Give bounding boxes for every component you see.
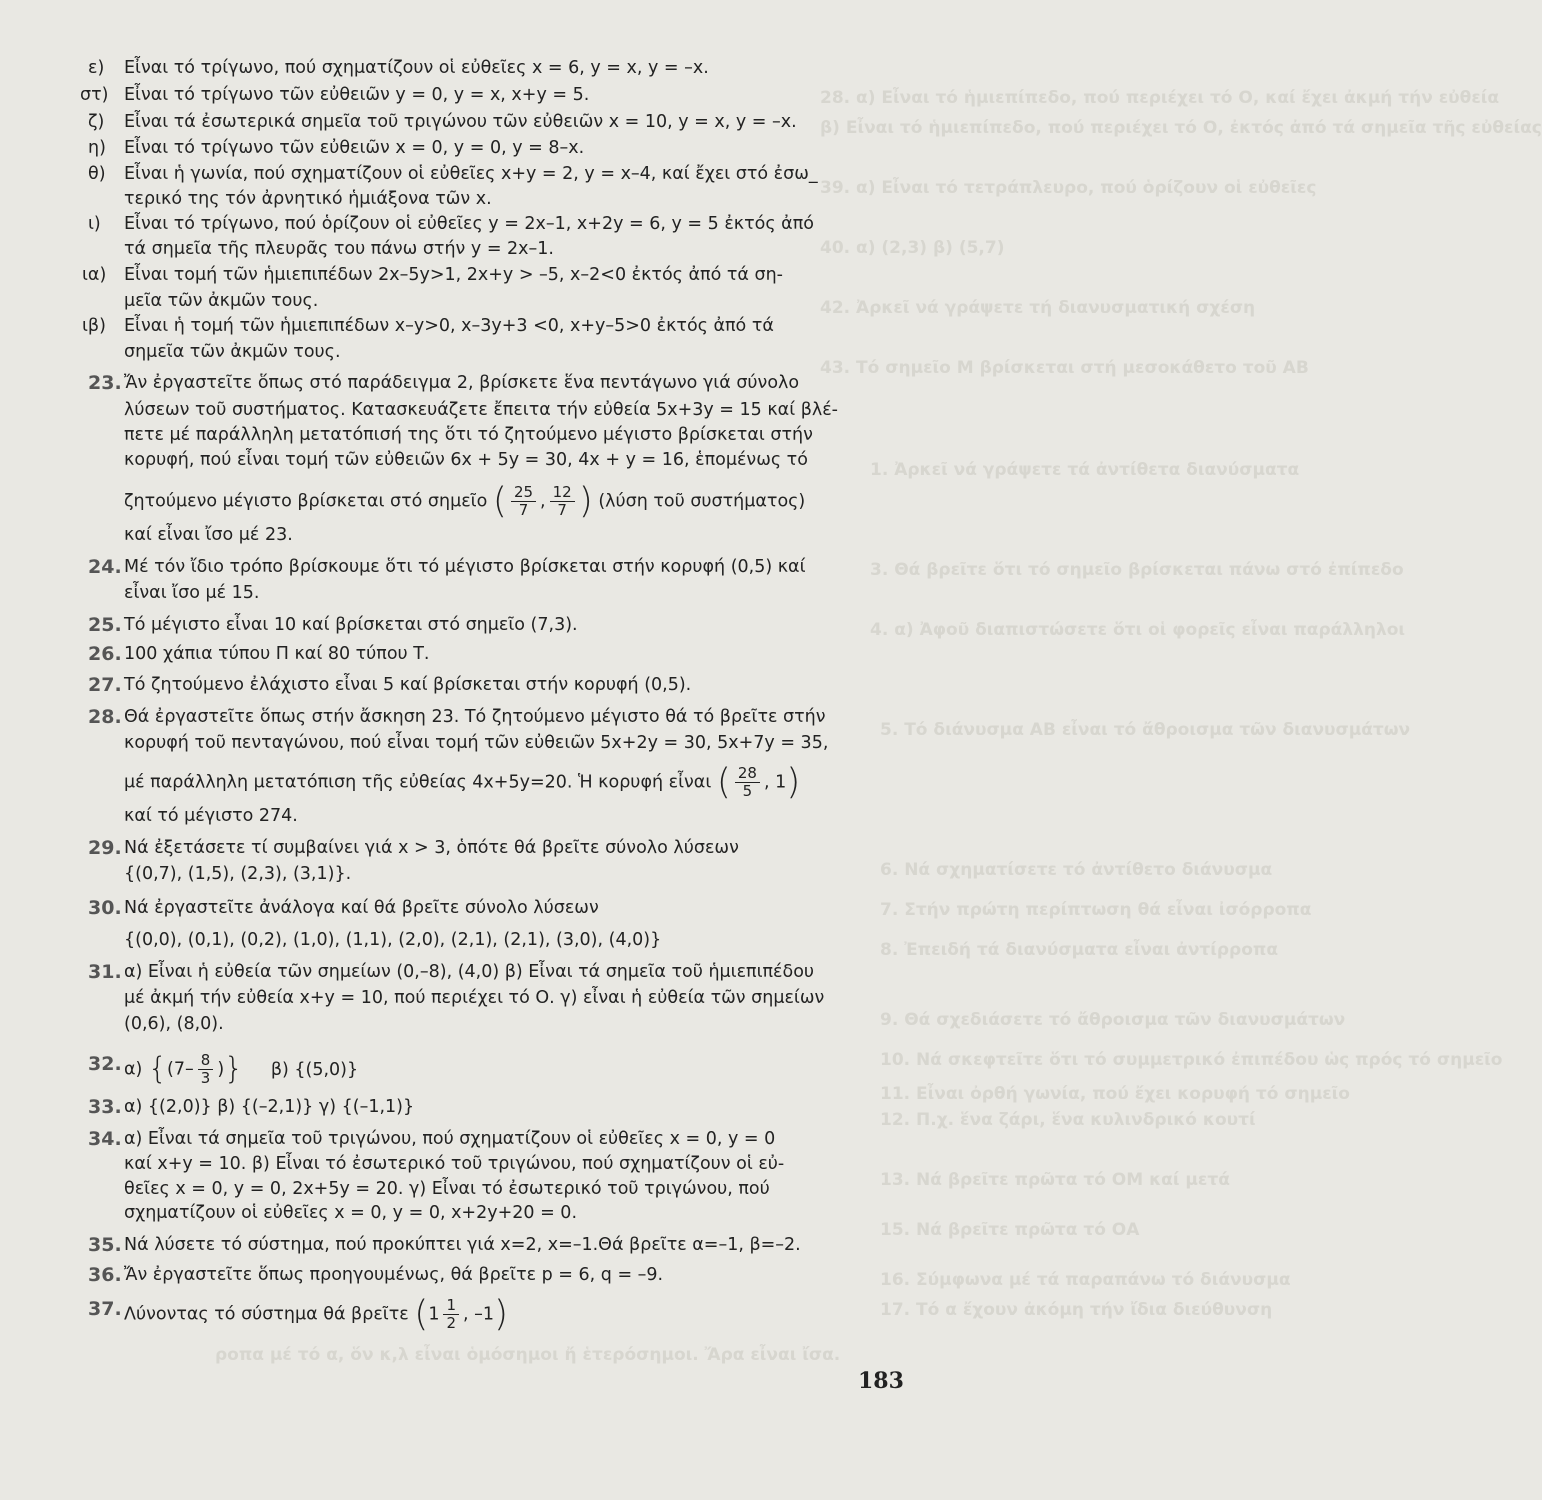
answer-number: 34. — [88, 1128, 122, 1150]
answer-number: 35. — [88, 1234, 122, 1256]
close-brace: } — [224, 1051, 244, 1087]
item-text: Εἶναι τομή τῶν ἡμιεπιπέδων 2x–5y>1, 2x+y > –5, x–2<0 ἐκτός ἀπό τά ση- — [124, 265, 783, 285]
answer-number: 25. — [88, 614, 122, 636]
close-paren: ) — [786, 761, 801, 803]
bleed-line: 15. Νά βρεῖτε πρῶτα τό ΟΑ — [880, 1220, 1140, 1240]
item-text: τερικό της τόν ἀρνητικό ἡμιάξονα τῶν x. — [124, 189, 492, 209]
fraction — [198, 1052, 214, 1087]
answer-number: 24. — [88, 556, 122, 578]
answer-text: θεῖες x = 0, y = 0, 2x+5y = 20. γ) Εἶναι τό ἐσωτερικό τοῦ τριγώνου, πού — [124, 1179, 770, 1199]
numerator: 12 — [550, 484, 575, 502]
answer-text: κορυφή τοῦ πενταγώνου, πού εἶναι τομή τῶν εὐθειῶν 5x+2y = 30, 5x+7y = 35, — [124, 733, 829, 753]
denominator: 7 — [518, 501, 529, 519]
answer-number: 23. — [88, 372, 122, 394]
bleed-line: 42. Ἀρκεῖ νά γράψετε τή διανυσματική σχέση — [820, 298, 1256, 318]
answer-number: 32. — [88, 1053, 122, 1075]
answer-text: καί τό μέγιστο 274. — [124, 806, 298, 826]
bleed-line: 40. α) (2,3) β) (5,7) — [820, 238, 1005, 258]
answer-text: καί x+y = 10. β) Εἶναι τό ἐσωτερικό τοῦ τριγώνου, πού σχηματίζουν οἱ εὐ- — [124, 1154, 785, 1174]
answer-number: 26. — [88, 643, 122, 665]
item-text: Εἶναι ἡ γωνία, πού σχηματίζουν οἱ εὐθεῖες x+y = 2, y = x–4, καί ἔχει στό ἐσω_ — [124, 164, 818, 184]
item-label: ε) — [88, 58, 105, 78]
answer-text: , 1 — [763, 772, 787, 793]
close-paren: ) — [578, 480, 593, 522]
numerator: 25 — [511, 484, 536, 502]
answer-text: Ἄν ἐργαστεῖτε ὅπως προηγουμένως, θά βρεῖτε p = 6, q = –9. — [124, 1265, 664, 1285]
answer-number: 30. — [88, 897, 122, 919]
item-text: μεῖα τῶν ἀκμῶν τους. — [124, 291, 319, 311]
numerator: 8 — [198, 1052, 214, 1070]
answer-text: ζητούμενο μέγιστο βρίσκεται στό σημεῖο — [124, 491, 488, 512]
open-paren: ( — [414, 1293, 429, 1335]
answer-text: Λύνοντας τό σύστημα θά βρεῖτε — [124, 1304, 409, 1325]
denominator: 3 — [200, 1069, 211, 1087]
bleed-line: 1. Ἀρκεῖ νά γράψετε τά ἀντίθετα διανύσματα — [870, 460, 1300, 480]
answer-text: καί εἶναι ἴσο μέ 23. — [124, 525, 293, 545]
answer-text: Νά ἐξετάσετε τί συμβαίνει γιά x > 3, ὁπότε θά βρεῖτε σύνολο λύσεων — [124, 838, 739, 858]
answer-text: Νά λύσετε τό σύστημα, πού προκύπτει γιά x=2, x=–1.Θά βρεῖτε α=–1, β=–2. — [124, 1235, 801, 1255]
answer-text: Θά ἐργαστεῖτε ὅπως στήν ἄσκηση 23. Τό ζητούμενο μέγιστο θά τό βρεῖτε στήν — [124, 707, 826, 727]
bleed-line: 12. Π.χ. ἕνα ζάρι, ἕνα κυλινδρικό κουτί — [880, 1110, 1256, 1130]
bleed-line: 4. α) Ἀφοῦ διαπιστώσετε ὅτι οἱ φορεῖς εἶναι παράλληλοι — [870, 620, 1406, 640]
open-paren: ( — [716, 761, 731, 803]
answer-text: α) {(2,0)} β) {(–2,1)} γ) {(–1,1)} — [124, 1097, 415, 1117]
item-label: ζ) — [88, 112, 105, 132]
bleed-line: 6. Νά σχηματίσετε τό ἀντίθετο διάνυσμα — [880, 860, 1273, 880]
item-label: στ) — [80, 85, 109, 105]
answer-text: Τό ζητούμενο ἐλάχιστο εἶναι 5 καί βρίσκεται στήν κορυφή (0,5). — [124, 675, 692, 695]
answer-text: β) {(5,0)} — [270, 1059, 359, 1080]
item-text: Εἶναι τό τρίγωνο τῶν εὐθειῶν y = 0, y = x, x+y = 5. — [124, 85, 590, 105]
item-text: Εἶναι ἡ τομή τῶν ἡμιεπιπέδων x–y>0, x–3y+3 <0, x+y–5>0 ἐκτός ἀπό τά — [124, 316, 774, 336]
bleed-line: ροπα μέ τό α, ὅν κ,λ εἶναι ὁμόσημοι ἤ ἑτερόσημοι. Ἄρα εἶναι ἴσα. — [215, 1345, 841, 1365]
answer-text: 100 χάπια τύπου Π καί 80 τύπου Τ. — [124, 644, 430, 664]
bleed-line: 9. Θά σχεδιάσετε τό ἄθροισμα τῶν διανυσμάτων — [880, 1010, 1346, 1030]
answer-text: μέ παράλληλη μετατόπιση τῆς εὐθείας 4x+5y=20. Ἡ κορυφή εἶναι — [124, 772, 712, 793]
bleed-line: 11. Εἶναι ὀρθή γωνία, πού ἔχει κορυφή τό σημεῖο — [880, 1084, 1350, 1104]
answer-text: (0,6), (8,0). — [124, 1014, 224, 1034]
page-number: 183 — [858, 1368, 904, 1394]
answer-text: Μέ τόν ἴδιο τρόπο βρίσκουμε ὅτι τό μέγιστο βρίσκεται στήν κορυφή (0,5) καί — [124, 557, 806, 577]
answer-number: 36. — [88, 1264, 122, 1286]
bleed-line: 16. Σύμφωνα μέ τά παραπάνω τό διάνυσμα — [880, 1270, 1291, 1290]
answer-number: 31. — [88, 961, 122, 983]
item-text: Εἶναι τό τρίγωνο, πού ὁρίζουν οἱ εὐθεῖες y = 2x–1, x+2y = 6, y = 5 ἐκτός ἀπό — [124, 214, 814, 234]
item-label: ιβ) — [82, 316, 106, 336]
bleed-line: 10. Νά σκεφτεῖτε ὅτι τό συμμετρικό ἐπιπέδου ὡς πρός τό σημεῖο — [880, 1050, 1503, 1070]
bleed-line: 3. Θά βρεῖτε ὅτι τό σημεῖο βρίσκεται πάνω στό ἐπίπεδο — [870, 560, 1404, 580]
numerator: 1 — [443, 1297, 459, 1315]
answer-text: κορυφή, πού εἶναι τομή τῶν εὐθειῶν 6x + 5y = 30, 4x + y = 16, ἑπομένως τό — [124, 450, 808, 470]
answer-text: Τό μέγιστο εἶναι 10 καί βρίσκεται στό σημεῖο (7,3). — [124, 615, 578, 635]
open-brace: { — [147, 1051, 168, 1087]
answer-text: λύσεων τοῦ συστήματος. Κατασκευάζετε ἔπειτα τήν εὐθεία 5x+3y = 15 καί βλέ- — [124, 400, 838, 420]
numerator: 28 — [735, 765, 760, 783]
bleed-line: 28. α) Εἶναι τό ἡμιεπίπεδο, πού περιέχει τό Ο, καί ἔχει ἀκμή τήν εὐθεία — [820, 88, 1500, 108]
whole-number: 1 — [428, 1304, 440, 1325]
item-label: ια) — [82, 265, 107, 285]
item-label: ι) — [88, 214, 101, 234]
item-label: η) — [88, 138, 106, 158]
answer-text: εἶναι ἴσο μέ 15. — [124, 583, 260, 603]
item-label: θ) — [88, 164, 106, 184]
open-paren: ( — [492, 480, 507, 522]
bleed-line: 39. α) Εἶναι τό τετράπλευρο, πού ὁρίζουν οἱ εὐθεῖες — [820, 178, 1317, 198]
denominator: 2 — [446, 1314, 457, 1332]
answer-text: μέ ἀκμή τήν εὐθεία x+y = 10, πού περιέχει τό Ο. γ) εἶναι ἡ εὐθεία τῶν σημείων — [124, 988, 825, 1008]
answer-text: α) Εἶναι ἡ εὐθεία τῶν σημείων (0,–8), (4,0) β) Εἶναι τά σημεῖα τοῦ ἡμιεπιπέδου — [124, 962, 815, 982]
answer-number: 29. — [88, 837, 122, 859]
answer-text: , –1 — [463, 1304, 495, 1325]
bleed-line: 5. Τό διάνυσμα ΑΒ εἶναι τό ἄθροισμα τῶν διανυσμάτων — [880, 720, 1411, 740]
bleed-line: 17. Τό α ἔχουν ἀκόμη τήν ἴδια διεύθυνση — [880, 1300, 1273, 1320]
fraction — [735, 765, 760, 800]
item-text: Εἶναι τό τρίγωνο τῶν εὐθειῶν x = 0, y = 0, y = 8–x. — [124, 138, 585, 158]
answer-number: 28. — [88, 706, 122, 728]
fraction — [511, 484, 536, 519]
answer-text: σχηματίζουν οἱ εὐθεῖες x = 0, y = 0, x+2y+20 = 0. — [124, 1203, 578, 1223]
answer-text: {(0,0), (0,1), (0,2), (1,0), (1,1), (2,0), (2,1), (2,1), (3,0), (4,0)} — [124, 930, 662, 950]
close-paren: ) — [494, 1293, 509, 1335]
answer-number: 33. — [88, 1096, 122, 1118]
bleed-line: β) Εἶναι τό ἡμιεπίπεδο, πού περιέχει τό Ο, ἐκτός ἀπό τά σημεῖα τῆς εὐθείας — [820, 118, 1542, 138]
answer-text: {(0,7), (1,5), (2,3), (3,1)}. — [124, 864, 352, 884]
answer-text: Ἄν ἐργαστεῖτε ὅπως στό παράδειγμα 2, βρίσκετε ἕνα πεντάγωνο γιά σύνολο — [124, 373, 800, 393]
item-text: Εἶναι τά ἐσωτερικά σημεῖα τοῦ τριγώνου τῶν εὐθειῶν x = 10, y = x, y = –x. — [124, 112, 797, 132]
part-label: α) — [124, 1059, 143, 1080]
fraction — [443, 1297, 459, 1332]
bleed-line: 7. Στήν πρώτη περίπτωση θά εἶναι ἰσόρροπα — [880, 900, 1312, 920]
comma: , — [540, 491, 546, 512]
answer-number: 27. — [88, 674, 122, 696]
denominator: 5 — [742, 782, 753, 800]
answer-text: α) Εἶναι τά σημεῖα τοῦ τριγώνου, πού σχηματίζουν οἱ εὐθεῖες x = 0, y = 0 — [124, 1129, 776, 1149]
answer-text: (7– — [167, 1059, 194, 1080]
fraction — [550, 484, 575, 519]
answer-number: 37. — [88, 1298, 122, 1320]
item-text: σημεῖα τῶν ἀκμῶν τους. — [124, 342, 341, 362]
answer-text: πετε μέ παράλληλη μετατόπισή της ὅτι τό ζητούμενο μέγιστο βρίσκεται στήν — [124, 425, 813, 445]
item-text: τά σημεῖα τῆς πλευρᾶς του πάνω στήν y = 2x–1. — [124, 239, 554, 259]
answer-text: Νά ἐργαστεῖτε ἀνάλογα καί θά βρεῖτε σύνολο λύσεων — [124, 898, 599, 918]
denominator: 7 — [557, 501, 567, 519]
bleed-line: 43. Τό σημεῖο Μ βρίσκεται στή μεσοκάθετο τοῦ ΑΒ — [820, 358, 1309, 378]
bleed-line: 13. Νά βρεῖτε πρῶτα τό ΟΜ καί μετά — [880, 1170, 1230, 1190]
bleed-line: 8. Ἐπειδή τά διανύσματα εἶναι ἀντίρροπα — [880, 940, 1279, 960]
answer-text: (λύση τοῦ συστήματος) — [598, 491, 806, 512]
item-text: Εἶναι τό τρίγωνο, πού σχηματίζουν οἱ εὐθεῖες x = 6, y = x, y = –x. — [124, 58, 709, 78]
answer-text: ) — [217, 1059, 225, 1080]
